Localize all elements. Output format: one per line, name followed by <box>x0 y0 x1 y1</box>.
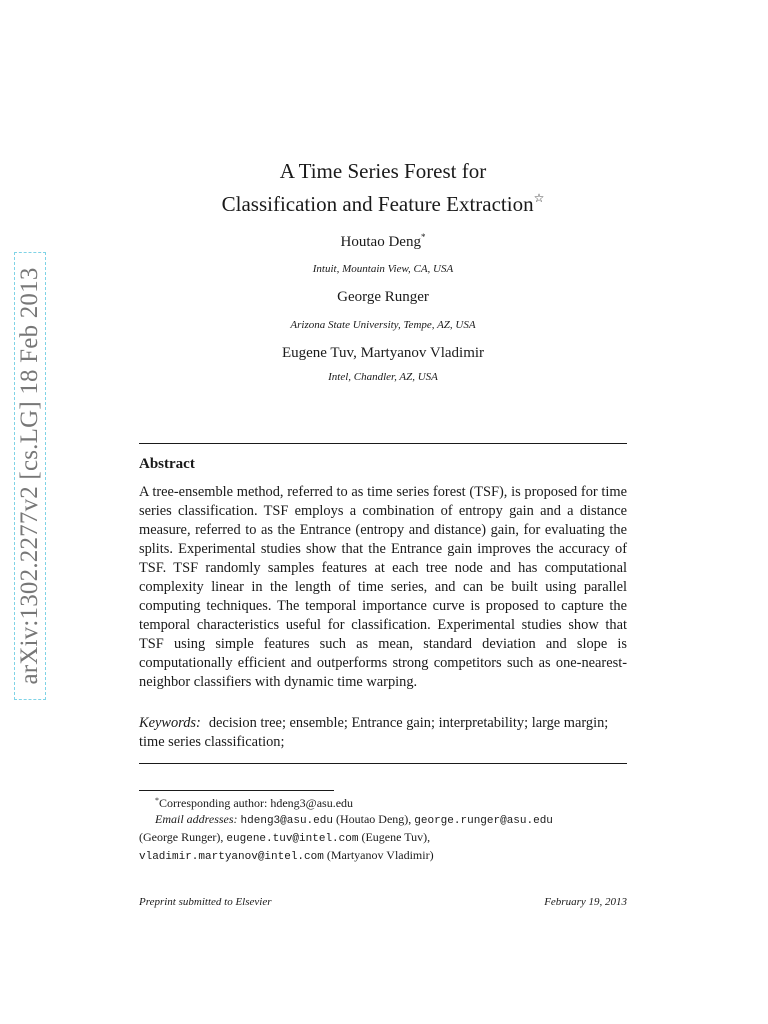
email-link[interactable]: george.runger@asu.edu <box>414 815 553 827</box>
preprint-date: February 19, 2013 <box>544 896 627 908</box>
preprint-note: Preprint submitted to Elsevier <box>139 896 272 908</box>
arxiv-stamp: arXiv:1302.2277v2 [cs.LG] 18 Feb 2013 <box>16 267 43 685</box>
footnote-emails-line-2: (George Runger), eugene.tuv@intel.com (Eugene Tuv), <box>139 830 431 845</box>
keywords-label: Keywords: <box>139 715 201 731</box>
title-line-1: A Time Series Forest for <box>279 159 487 183</box>
footnotes <box>139 793 627 865</box>
keywords <box>139 714 627 752</box>
footnote-rule <box>139 790 334 791</box>
author-2: George Runger <box>337 289 429 305</box>
abstract-heading: Abstract <box>139 456 195 472</box>
title-line-2: Classification and Feature Extraction☆ <box>221 191 545 216</box>
author-1: Houtao Deng* <box>340 232 426 250</box>
abstract-body: A tree-ensemble method, referred to as time series forest (TSF), is proposed for time series classification. TSF employs a combination of entropy gain and a distance measure, referred to as the Entrance (entropy and distance) gain, for evaluating the splits. Experimental studies show that the Entrance gain improves the accuracy of TSF. TSF randomly samples features at each tree node and has computational complexity linear in the length of time series, and can be built using parallel computing techniques. The temporal importance curve is proposed to capture the temporal characteristics useful for classification. Experimental studies show that TSF using simple features such as mean, standard deviation and slope is computationally efficient and outperforms strong competitors such as one-nearest-neighbor classifiers with dynamic time warping. <box>139 484 627 690</box>
affiliation-3: Intel, Chandler, AZ, USA <box>328 371 438 383</box>
affiliation-1: Intuit, Mountain View, CA, USA <box>312 263 454 275</box>
footnote-corresponding: *Corresponding author: hdeng3@asu.edu <box>155 796 354 810</box>
author-3: Eugene Tuv, Martyanov Vladimir <box>281 345 485 361</box>
footnote-emails-line-1: Email addresses: hdeng3@asu.edu (Houtao Deng), george.runger@asu.edu <box>155 812 553 827</box>
corresponding-mark: * <box>420 232 426 242</box>
email-link[interactable]: vladimir.martyanov@intel.com <box>139 851 324 863</box>
title-footnote-star-icon: ☆ <box>533 191 545 205</box>
footnote-emails-line-3: vladimir.martyanov@intel.com (Martyanov Vladimir) <box>139 848 434 863</box>
email-link[interactable]: eugene.tuv@intel.com <box>226 833 359 845</box>
affiliation-2: Arizona State University, Tempe, AZ, USA <box>290 319 476 331</box>
abstract-top-rule <box>139 443 627 444</box>
paper-title <box>139 158 627 218</box>
keywords-text: decision tree; ensemble; Entrance gain; interpretability; large margin; time series classification; <box>139 715 609 750</box>
email-link[interactable]: hdeng3@asu.edu <box>240 815 333 827</box>
abstract-bottom-rule <box>139 763 627 764</box>
